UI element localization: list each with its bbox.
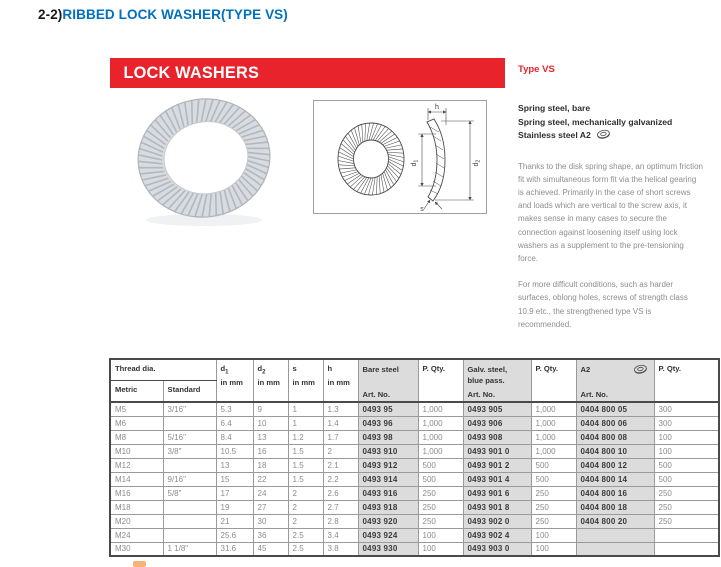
cell-metric: M20 bbox=[110, 514, 163, 528]
col-header-pqty-1: P. Qty. bbox=[418, 359, 463, 402]
cell-d1: 31.6 bbox=[216, 542, 253, 556]
cell-metric: M6 bbox=[110, 416, 163, 430]
cell-q3: 300 bbox=[654, 402, 719, 416]
cell-metric: M5 bbox=[110, 402, 163, 416]
cell-q2: 500 bbox=[531, 458, 576, 472]
cell-standard: 9/16" bbox=[163, 472, 216, 486]
cell-q3: 250 bbox=[654, 500, 719, 514]
cell-d1: 17 bbox=[216, 486, 253, 500]
cell-a2: 0404 800 12 bbox=[576, 458, 654, 472]
category-banner bbox=[110, 58, 505, 88]
cell-q3: 250 bbox=[654, 486, 719, 500]
cell-a2: 0404 800 06 bbox=[576, 416, 654, 430]
cell-q1: 1,000 bbox=[418, 416, 463, 430]
cell-standard bbox=[163, 528, 216, 542]
cell-s: 1.2 bbox=[288, 430, 323, 444]
cell-h: 2.1 bbox=[323, 458, 358, 472]
cell-bare: 0493 918 bbox=[358, 500, 418, 514]
tech-diagram bbox=[313, 100, 487, 214]
cell-a2: 0404 800 18 bbox=[576, 500, 654, 514]
cell-d2: 16 bbox=[253, 444, 288, 458]
cell-metric: M10 bbox=[110, 444, 163, 458]
cell-galv: 0493 902 4 bbox=[463, 528, 531, 542]
washer-icon bbox=[596, 129, 611, 140]
dim-label-h: h bbox=[435, 104, 439, 111]
cell-q1: 100 bbox=[418, 542, 463, 556]
cell-d1: 6.4 bbox=[216, 416, 253, 430]
cell-galv: 0493 903 0 bbox=[463, 542, 531, 556]
material-item: Spring steel, mechanically galvanized bbox=[518, 116, 673, 127]
cell-s: 2 bbox=[288, 486, 323, 500]
cell-q1: 250 bbox=[418, 486, 463, 500]
cell-q2: 1,000 bbox=[531, 402, 576, 416]
cell-bare: 0493 914 bbox=[358, 472, 418, 486]
cell-bare: 0493 96 bbox=[358, 416, 418, 430]
cell-q3: 300 bbox=[654, 416, 719, 430]
cell-galv: 0493 905 bbox=[463, 402, 531, 416]
cell-standard: 5/16" bbox=[163, 430, 216, 444]
col-header-metric: Metric bbox=[110, 381, 163, 403]
cell-q1: 1,000 bbox=[418, 402, 463, 416]
cell-h: 2 bbox=[323, 444, 358, 458]
cell-s: 1 bbox=[288, 416, 323, 430]
cell-bare: 0493 910 bbox=[358, 444, 418, 458]
cell-q1: 250 bbox=[418, 514, 463, 528]
cell-s: 1 bbox=[288, 402, 323, 416]
cell-s: 2 bbox=[288, 500, 323, 514]
cell-q2: 1,000 bbox=[531, 430, 576, 444]
col-header-thread-dia: Thread dia. bbox=[110, 359, 216, 381]
cell-standard: 5/8" bbox=[163, 486, 216, 500]
materials-list bbox=[518, 102, 704, 143]
col-header-h: h in mm bbox=[323, 359, 358, 402]
table-row-M10 bbox=[110, 444, 719, 458]
cell-h: 1.4 bbox=[323, 416, 358, 430]
cell-metric: M24 bbox=[110, 528, 163, 542]
cell-q3 bbox=[654, 542, 719, 556]
table-row-M18 bbox=[110, 500, 719, 514]
washer-photo bbox=[122, 92, 290, 232]
dim-label-s: s bbox=[420, 206, 424, 213]
page-title-text: RIBBED LOCK WASHER(TYPE VS) bbox=[62, 7, 288, 22]
cell-s: 2.5 bbox=[288, 528, 323, 542]
cell-d2: 30 bbox=[253, 514, 288, 528]
cell-d1: 25.6 bbox=[216, 528, 253, 542]
cell-d2: 45 bbox=[253, 542, 288, 556]
cell-a2: 0404 800 14 bbox=[576, 472, 654, 486]
cell-metric: M16 bbox=[110, 486, 163, 500]
cell-galv: 0493 906 bbox=[463, 416, 531, 430]
description-paragraph: For more difficult conditions, such as harder surfaces, oblong holes, screws of strength class 10.9 etc., the strengthened type VS is recommended. bbox=[518, 280, 688, 329]
col-header-a2: A2 Art. No. bbox=[576, 359, 654, 402]
cell-h: 3.4 bbox=[323, 528, 358, 542]
table-row-M30 bbox=[110, 542, 719, 556]
cell-h: 2.6 bbox=[323, 486, 358, 500]
cell-a2 bbox=[576, 528, 654, 542]
cell-q3: 100 bbox=[654, 430, 719, 444]
cell-q1: 1,000 bbox=[418, 430, 463, 444]
spec-table-body bbox=[110, 402, 719, 556]
dim-label-d1: $d_1$ bbox=[411, 159, 420, 167]
table-row-M12 bbox=[110, 458, 719, 472]
cell-q1: 1,000 bbox=[418, 444, 463, 458]
table-row-M6 bbox=[110, 416, 719, 430]
cell-q2: 250 bbox=[531, 514, 576, 528]
spec-table bbox=[109, 358, 720, 557]
cell-metric: M8 bbox=[110, 430, 163, 444]
table-row-M14 bbox=[110, 472, 719, 486]
cell-bare: 0493 95 bbox=[358, 402, 418, 416]
cell-d2: 22 bbox=[253, 472, 288, 486]
cell-d1: 19 bbox=[216, 500, 253, 514]
cell-q2: 250 bbox=[531, 486, 576, 500]
cell-standard: 3/8" bbox=[163, 444, 216, 458]
cell-d2: 36 bbox=[253, 528, 288, 542]
cell-d2: 9 bbox=[253, 402, 288, 416]
cell-q3: 100 bbox=[654, 444, 719, 458]
cell-d1: 5.3 bbox=[216, 402, 253, 416]
cell-d1: 10.5 bbox=[216, 444, 253, 458]
dim-label-d2: $d_2$ bbox=[473, 159, 482, 167]
cell-galv: 0493 902 0 bbox=[463, 514, 531, 528]
cell-q1: 500 bbox=[418, 458, 463, 472]
cell-s: 2.5 bbox=[288, 542, 323, 556]
cell-q2: 500 bbox=[531, 472, 576, 486]
cell-s: 2 bbox=[288, 514, 323, 528]
col-header-d1: $d_1$ in mm bbox=[216, 359, 253, 402]
cell-d1: 13 bbox=[216, 458, 253, 472]
description-paragraph: Thanks to the disk spring shape, an optimum friction fit with simultaneous form fit via the helical gearing is achieved. Primarily in the case of short screws and loads which are vertical to the screw axis, it makes sense in many cases to secure the connection against loosening itself using lock washers as a supplement to the pre-tensioning force. bbox=[518, 161, 703, 263]
cell-h: 3.8 bbox=[323, 542, 358, 556]
section-number: 2-2) bbox=[38, 7, 63, 22]
cell-h: 2.2 bbox=[323, 472, 358, 486]
table-row-M5 bbox=[110, 402, 719, 416]
cell-d2: 18 bbox=[253, 458, 288, 472]
cell-galv: 0493 901 4 bbox=[463, 472, 531, 486]
cell-a2: 0404 800 10 bbox=[576, 444, 654, 458]
cell-s: 1.5 bbox=[288, 472, 323, 486]
cell-galv: 0493 908 bbox=[463, 430, 531, 444]
table-row-M16 bbox=[110, 486, 719, 500]
col-header-galv-steel: Galv. steel, blue pass. Art. No. bbox=[463, 359, 531, 402]
cell-galv: 0493 901 0 bbox=[463, 444, 531, 458]
col-header-bare-steel: Bare steel Art. No. bbox=[358, 359, 418, 402]
category-banner-label: LOCK WASHERS bbox=[123, 63, 260, 82]
cell-standard bbox=[163, 500, 216, 514]
cell-h: 2.8 bbox=[323, 514, 358, 528]
cell-d1: 21 bbox=[216, 514, 253, 528]
washer-icon bbox=[633, 364, 648, 375]
cell-galv: 0493 901 6 bbox=[463, 486, 531, 500]
type-label: Type VS bbox=[518, 64, 555, 75]
cell-galv: 0493 901 8 bbox=[463, 500, 531, 514]
col-header-d2: $d_2$ in mm bbox=[253, 359, 288, 402]
cell-q3: 500 bbox=[654, 458, 719, 472]
cell-standard: 1 1/8" bbox=[163, 542, 216, 556]
cell-bare: 0493 98 bbox=[358, 430, 418, 444]
material-item: Spring steel, bare bbox=[518, 103, 591, 113]
col-header-s: s in mm bbox=[288, 359, 323, 402]
cell-d2: 24 bbox=[253, 486, 288, 500]
cell-bare: 0493 920 bbox=[358, 514, 418, 528]
cell-q1: 500 bbox=[418, 472, 463, 486]
cell-bare: 0493 912 bbox=[358, 458, 418, 472]
cell-q2: 100 bbox=[531, 528, 576, 542]
cell-bare: 0493 916 bbox=[358, 486, 418, 500]
cell-h: 1.7 bbox=[323, 430, 358, 444]
cell-a2: 0404 800 05 bbox=[576, 402, 654, 416]
cell-q2: 100 bbox=[531, 542, 576, 556]
cell-a2: 0404 800 08 bbox=[576, 430, 654, 444]
table-row-M24 bbox=[110, 528, 719, 542]
cell-d2: 13 bbox=[253, 430, 288, 444]
cell-standard: 3/16" bbox=[163, 402, 216, 416]
cell-standard bbox=[163, 514, 216, 528]
cell-q3: 250 bbox=[654, 514, 719, 528]
col-header-pqty-2: P. Qty. bbox=[531, 359, 576, 402]
cell-q1: 250 bbox=[418, 500, 463, 514]
material-item: Stainless steel A2 bbox=[518, 129, 704, 143]
cell-q3 bbox=[654, 528, 719, 542]
cell-a2: 0404 800 20 bbox=[576, 514, 654, 528]
cell-d1: 8.4 bbox=[216, 430, 253, 444]
table-row-M20 bbox=[110, 514, 719, 528]
cell-h: 2.7 bbox=[323, 500, 358, 514]
cell-metric: M30 bbox=[110, 542, 163, 556]
cell-metric: M14 bbox=[110, 472, 163, 486]
washer-photo-image bbox=[122, 92, 290, 232]
cell-galv: 0493 901 2 bbox=[463, 458, 531, 472]
cell-bare: 0493 930 bbox=[358, 542, 418, 556]
page-corner-mark bbox=[133, 561, 146, 567]
table-row-M8 bbox=[110, 430, 719, 444]
cell-s: 1.5 bbox=[288, 458, 323, 472]
cell-a2: 0404 800 16 bbox=[576, 486, 654, 500]
cell-q2: 1,000 bbox=[531, 416, 576, 430]
cell-bare: 0493 924 bbox=[358, 528, 418, 542]
cell-d2: 27 bbox=[253, 500, 288, 514]
cell-q1: 100 bbox=[418, 528, 463, 542]
cell-standard bbox=[163, 416, 216, 430]
cell-h: 1.3 bbox=[323, 402, 358, 416]
info-column bbox=[518, 64, 704, 344]
cell-d1: 15 bbox=[216, 472, 253, 486]
page-title bbox=[38, 7, 288, 22]
cell-q3: 500 bbox=[654, 472, 719, 486]
cell-a2 bbox=[576, 542, 654, 556]
cell-metric: M12 bbox=[110, 458, 163, 472]
cell-standard bbox=[163, 458, 216, 472]
col-header-pqty-3: P. Qty. bbox=[654, 359, 719, 402]
cell-metric: M18 bbox=[110, 500, 163, 514]
cell-d2: 10 bbox=[253, 416, 288, 430]
cell-q2: 250 bbox=[531, 500, 576, 514]
cell-s: 1.5 bbox=[288, 444, 323, 458]
tech-diagram-drawing bbox=[314, 101, 486, 213]
col-header-standard: Standard bbox=[163, 381, 216, 403]
cell-q2: 1,000 bbox=[531, 444, 576, 458]
